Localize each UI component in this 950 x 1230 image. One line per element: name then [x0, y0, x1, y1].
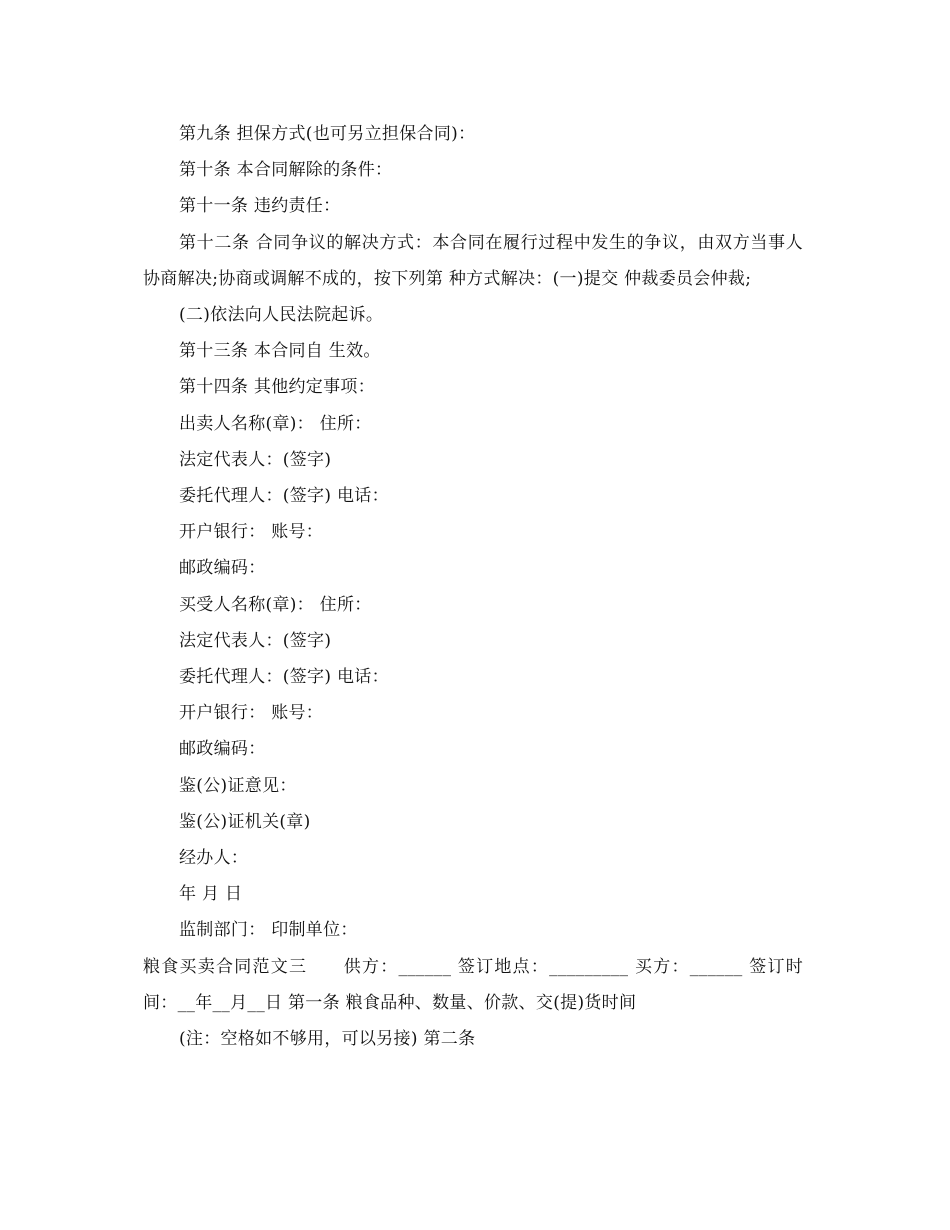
date-line: 年 月 日 — [179, 884, 243, 905]
seller-legal-representative: 法定代表人：(签字) — [179, 449, 332, 470]
buyer-postal-code: 邮政编码： — [179, 739, 266, 760]
buyer-legal-representative: 法定代表人：(签字) — [179, 630, 332, 651]
paragraph-litigation-option: (二)依法向人民法院起诉。 — [179, 305, 384, 326]
buyer-agent-phone: 委托代理人：(签字) 电话： — [179, 667, 389, 688]
buyer-bank-account: 开户银行： 账号： — [179, 703, 324, 724]
buyer-name-address: 买受人名称(章)： 住所： — [179, 594, 372, 615]
sample-contract-three-header: 粮食买卖合同范文三 供方：______ 签订地点：_________ 买方：______ 签订时间：__年__月__日 第一条 粮食品种、数量、价款、交(提)货时间 — [143, 956, 803, 1013]
document-body — [143, 116, 803, 1057]
seller-name-address: 出卖人名称(章)： 住所： — [179, 413, 372, 434]
seller-agent-phone: 委托代理人：(签字) 电话： — [179, 486, 389, 507]
paragraph-article-12: 第十二条 合同争议的解决方式：本合同在履行过程中发生的争议，由双方当事人协商解决;协商或调解不成的，按下列第 种方式解决：(一)提交 仲裁委员会仲裁; — [143, 232, 803, 289]
note-article-2: (注：空格如不够用，可以另接) 第二条 — [179, 1029, 476, 1050]
paragraph-article-10: 第十条 本合同解除的条件： — [179, 160, 393, 181]
paragraph-article-13: 第十三条 本合同自 生效。 — [179, 341, 381, 362]
paragraph-article-9: 第九条 担保方式(也可另立担保合同)： — [179, 124, 476, 144]
seller-postal-code: 邮政编码： — [179, 558, 266, 579]
handler: 经办人： — [179, 848, 249, 869]
notarization-authority: 鉴(公)证机关(章) — [179, 811, 311, 832]
paragraph-article-11: 第十一条 违约责任： — [179, 196, 341, 217]
supervision-printing-units: 监制部门： 印制单位： — [179, 920, 358, 941]
notarization-opinion: 鉴(公)证意见： — [179, 775, 297, 796]
seller-bank-account: 开户银行： 账号： — [179, 522, 324, 543]
paragraph-article-14: 第十四条 其他约定事项： — [179, 377, 376, 398]
